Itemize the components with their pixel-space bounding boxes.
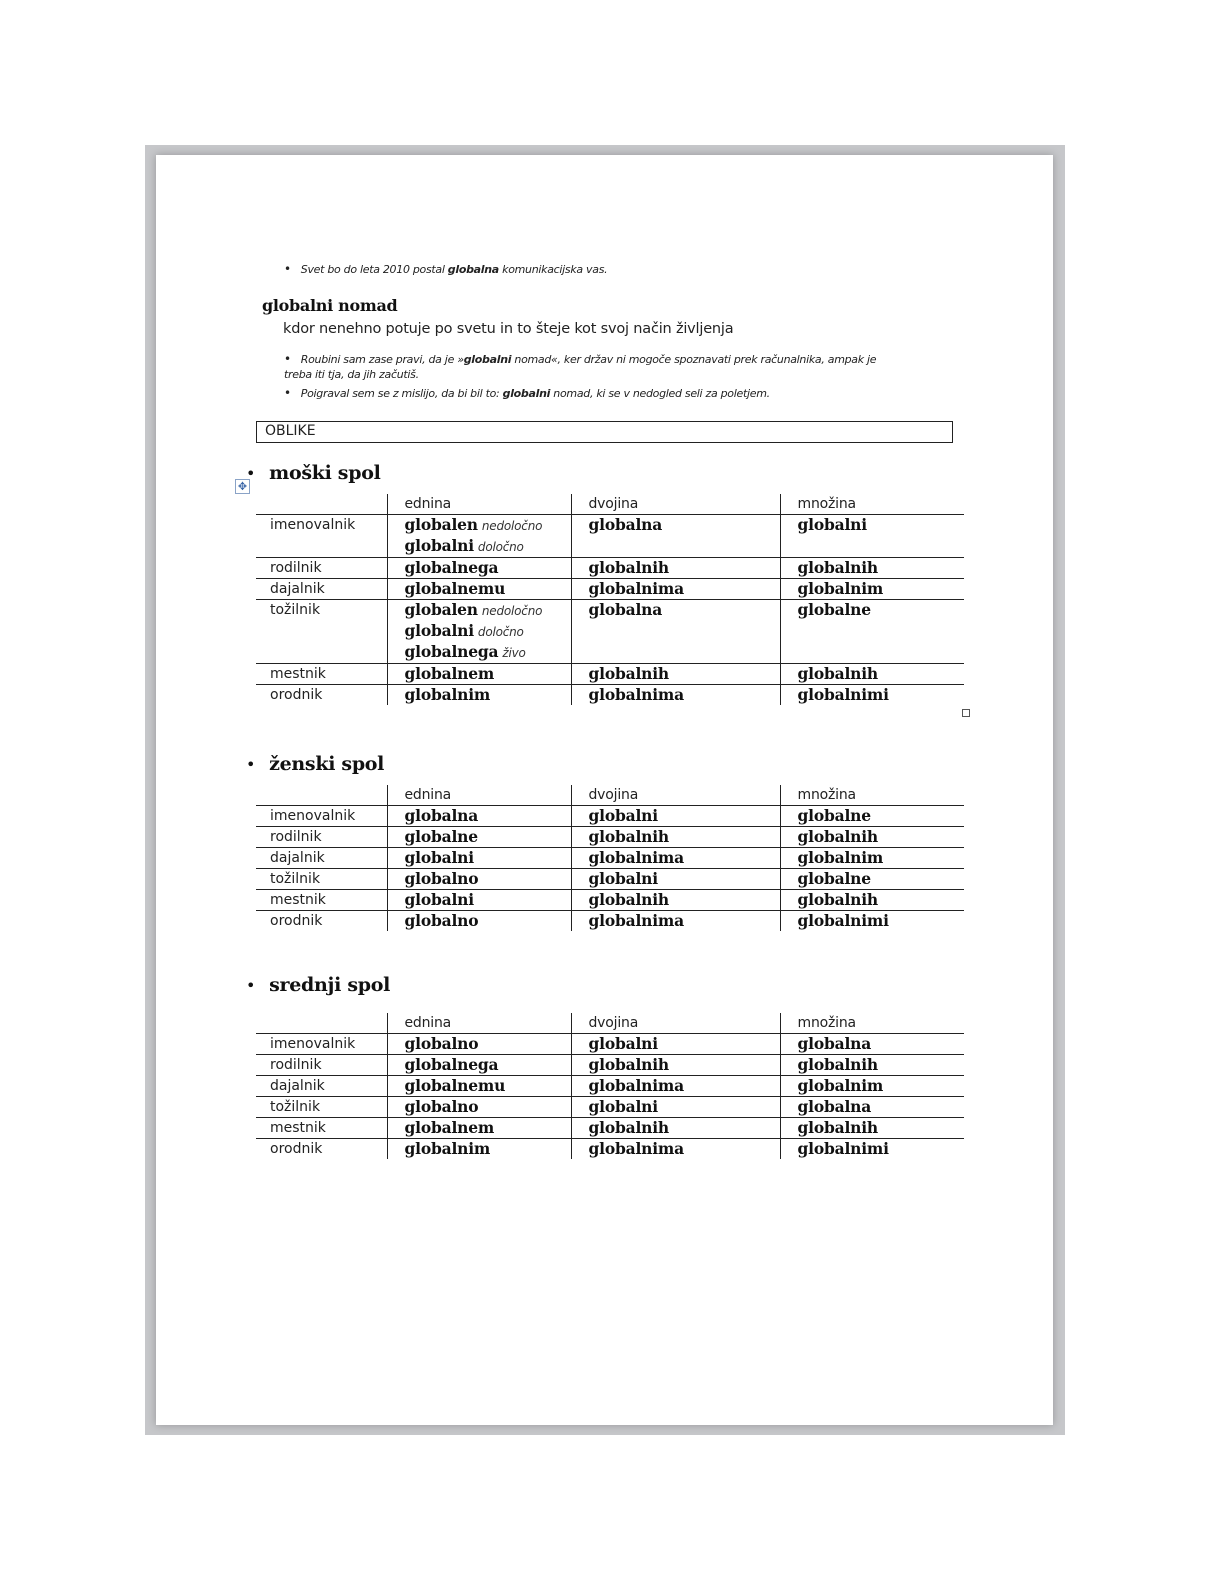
gender-heading bbox=[246, 753, 384, 775]
word-form: globalnih bbox=[797, 664, 878, 683]
form-cell bbox=[571, 579, 780, 600]
case-label: rodilnik bbox=[256, 558, 387, 579]
word-form: globalni bbox=[404, 848, 474, 867]
form-line bbox=[405, 664, 571, 684]
form-line bbox=[589, 848, 780, 868]
example-keyword: globalna bbox=[447, 263, 499, 276]
form-line bbox=[589, 1076, 780, 1096]
form-cell bbox=[571, 1139, 780, 1160]
bullet-icon: • bbox=[246, 464, 256, 483]
table-row bbox=[256, 558, 964, 579]
table-corner bbox=[256, 494, 387, 515]
case-label: tožilnik bbox=[256, 1097, 387, 1118]
form-cell bbox=[780, 579, 964, 600]
form-line bbox=[798, 685, 965, 705]
entry-headword: globalni nomad bbox=[262, 296, 398, 315]
form-cell bbox=[387, 664, 571, 685]
form-cell bbox=[780, 558, 964, 579]
table-row bbox=[256, 827, 964, 848]
form-cell bbox=[387, 579, 571, 600]
word-form: globalno bbox=[404, 869, 479, 888]
case-label: tožilnik bbox=[256, 869, 387, 890]
column-header: množina bbox=[780, 494, 964, 515]
word-form: globalni bbox=[588, 806, 658, 825]
form-cell bbox=[387, 558, 571, 579]
form-line bbox=[798, 890, 965, 910]
table-row bbox=[256, 600, 964, 664]
form-line bbox=[589, 600, 780, 620]
word-form: globalna bbox=[404, 806, 479, 825]
form-cell bbox=[780, 1139, 964, 1160]
case-label: orodnik bbox=[270, 913, 323, 929]
example-keyword: globalni bbox=[502, 387, 551, 400]
form-line bbox=[589, 685, 780, 705]
form-line bbox=[798, 579, 965, 599]
table-row bbox=[256, 1118, 964, 1139]
form-line bbox=[798, 806, 965, 826]
word-form: globalne bbox=[404, 827, 478, 846]
table-row bbox=[256, 1097, 964, 1118]
form-cell bbox=[780, 1097, 964, 1118]
word-form: globalnemu bbox=[404, 579, 506, 598]
word-form: globalni bbox=[588, 869, 658, 888]
form-line bbox=[798, 600, 965, 620]
form-line bbox=[589, 806, 780, 826]
declension-table-neuter bbox=[256, 1013, 964, 1159]
form-cell bbox=[571, 515, 780, 558]
word-form: globalnih bbox=[588, 558, 669, 577]
form-cell bbox=[780, 869, 964, 890]
form-cell bbox=[780, 827, 964, 848]
word-form: globalni bbox=[797, 515, 867, 534]
form-cell bbox=[571, 848, 780, 869]
form-line bbox=[798, 1139, 965, 1159]
form-cell bbox=[780, 911, 964, 932]
form-line bbox=[798, 869, 965, 889]
table-row bbox=[256, 869, 964, 890]
case-label: dajalnik bbox=[256, 579, 387, 600]
form-line bbox=[798, 1034, 965, 1054]
gender-title: moški spol bbox=[269, 462, 381, 484]
example-text: Roubini sam zase pravi, da je » bbox=[300, 353, 464, 366]
form-cell bbox=[387, 515, 571, 558]
bullet-icon: • bbox=[246, 976, 256, 995]
table-row bbox=[256, 515, 964, 558]
word-form: globalni bbox=[404, 890, 474, 909]
word-form: globalne bbox=[797, 869, 871, 888]
form-line bbox=[405, 890, 571, 910]
form-cell bbox=[780, 1076, 964, 1097]
forms-section-label: OBLIKE bbox=[256, 421, 953, 443]
form-line bbox=[405, 848, 571, 868]
word-form: globalnih bbox=[588, 1118, 669, 1137]
word-form: globalnih bbox=[588, 827, 669, 846]
form-cell bbox=[780, 664, 964, 685]
case-label: rodilnik bbox=[256, 827, 387, 848]
word-form: globalnimi bbox=[797, 911, 889, 930]
form-line bbox=[589, 579, 780, 599]
form-line bbox=[405, 1139, 571, 1159]
form-line bbox=[798, 1097, 965, 1117]
case-label: orodnik bbox=[270, 1141, 323, 1157]
form-qualifier: živo bbox=[502, 646, 526, 660]
form-line bbox=[589, 558, 780, 578]
form-line bbox=[798, 848, 965, 868]
gender-heading bbox=[246, 974, 390, 996]
bullet-icon: • bbox=[246, 755, 256, 774]
form-line bbox=[405, 869, 571, 889]
word-form: globalni bbox=[404, 621, 474, 640]
form-cell bbox=[780, 806, 964, 827]
form-qualifier: nedoločno bbox=[481, 519, 543, 533]
table-corner bbox=[256, 785, 387, 806]
form-cell bbox=[571, 558, 780, 579]
form-cell bbox=[387, 911, 571, 932]
word-form: globalna bbox=[797, 1034, 872, 1053]
column-header: ednina bbox=[387, 494, 571, 515]
form-cell bbox=[387, 685, 571, 706]
example-text: Poigraval sem se z mislijo, da bi bil to: bbox=[300, 387, 503, 400]
word-form: globalnih bbox=[588, 664, 669, 683]
word-form: globalnim bbox=[797, 579, 884, 598]
form-line bbox=[798, 827, 965, 847]
example-sentence bbox=[284, 262, 607, 276]
form-line bbox=[589, 1055, 780, 1075]
example-text: nomad, ki se v nedogled seli za poletjem. bbox=[550, 387, 770, 400]
form-line bbox=[589, 1118, 780, 1138]
form-line bbox=[405, 600, 571, 621]
form-line bbox=[405, 1034, 571, 1054]
word-form: globalnega bbox=[404, 558, 499, 577]
form-cell bbox=[780, 1034, 964, 1055]
form-line bbox=[589, 827, 780, 847]
case-label: dajalnik bbox=[256, 1076, 387, 1097]
case-label: mestnik bbox=[256, 664, 387, 685]
word-form: globalnima bbox=[588, 848, 684, 867]
form-line bbox=[405, 536, 571, 557]
form-line bbox=[798, 1055, 965, 1075]
form-line bbox=[798, 1076, 965, 1096]
form-cell bbox=[780, 515, 964, 558]
form-line bbox=[589, 1139, 780, 1159]
word-form: globalni bbox=[588, 1097, 658, 1116]
form-cell bbox=[387, 869, 571, 890]
word-form: globalnega bbox=[404, 1055, 499, 1074]
word-form: globalni bbox=[588, 1034, 658, 1053]
table-row bbox=[256, 579, 964, 600]
table-resize-handle[interactable] bbox=[962, 709, 970, 717]
word-form: globalen bbox=[404, 515, 478, 534]
word-form: globalnih bbox=[797, 890, 878, 909]
form-cell bbox=[780, 1118, 964, 1139]
form-line bbox=[405, 642, 571, 663]
form-cell bbox=[387, 890, 571, 911]
case-label: dajalnik bbox=[256, 848, 387, 869]
word-form: globalnih bbox=[797, 558, 878, 577]
form-line bbox=[589, 664, 780, 684]
form-line bbox=[405, 685, 571, 705]
form-cell bbox=[780, 685, 964, 706]
form-line bbox=[405, 579, 571, 599]
word-form: globalnim bbox=[797, 848, 884, 867]
form-line bbox=[405, 806, 571, 826]
form-cell bbox=[780, 1055, 964, 1076]
form-cell bbox=[387, 600, 571, 664]
form-line bbox=[405, 558, 571, 578]
word-form: globalnem bbox=[404, 664, 495, 683]
form-line bbox=[405, 1076, 571, 1096]
word-form: globalna bbox=[588, 515, 663, 534]
table-row bbox=[256, 1076, 964, 1097]
form-line bbox=[589, 1097, 780, 1117]
form-cell bbox=[571, 1055, 780, 1076]
word-form: globalnih bbox=[797, 1118, 878, 1137]
word-form: globalnih bbox=[588, 1055, 669, 1074]
case-label: imenovalnik bbox=[256, 1034, 387, 1055]
form-line bbox=[589, 869, 780, 889]
form-cell bbox=[571, 1076, 780, 1097]
form-line bbox=[405, 1055, 571, 1075]
form-cell bbox=[571, 664, 780, 685]
column-header: dvojina bbox=[571, 1013, 780, 1034]
table-row bbox=[256, 1034, 964, 1055]
example-text: komunikacijska vas. bbox=[498, 263, 608, 276]
word-form: globalnimi bbox=[797, 1139, 889, 1158]
form-line bbox=[405, 911, 571, 931]
word-form: globalna bbox=[797, 1097, 872, 1116]
form-line bbox=[589, 911, 780, 931]
example-text: nomad«, ker držav ni mogoče spoznavati prek računalnika, ampak je bbox=[511, 353, 877, 366]
word-form: globalnima bbox=[588, 1139, 684, 1158]
bullet-icon: • bbox=[284, 386, 291, 400]
case-label: mestnik bbox=[256, 890, 387, 911]
word-form: globalnima bbox=[588, 911, 684, 930]
word-form: globalnih bbox=[797, 827, 878, 846]
form-cell bbox=[387, 1034, 571, 1055]
table-move-handle-icon[interactable]: ✥ bbox=[235, 479, 250, 494]
example-text: Svet bo do leta 2010 postal bbox=[300, 263, 448, 276]
form-line bbox=[798, 558, 965, 578]
word-form: globalne bbox=[797, 806, 871, 825]
column-header: dvojina bbox=[571, 494, 780, 515]
form-cell bbox=[387, 1097, 571, 1118]
form-line bbox=[405, 621, 571, 642]
table-row bbox=[256, 1055, 964, 1076]
table-row bbox=[256, 848, 964, 869]
form-line bbox=[405, 1097, 571, 1117]
form-cell bbox=[387, 827, 571, 848]
word-form: globalnemu bbox=[404, 1076, 506, 1095]
form-qualifier: nedoločno bbox=[481, 604, 543, 618]
word-form: globalnem bbox=[404, 1118, 495, 1137]
table-row bbox=[256, 806, 964, 827]
form-qualifier: določno bbox=[477, 625, 524, 639]
form-cell bbox=[571, 600, 780, 664]
word-form: globalnima bbox=[588, 1076, 684, 1095]
case-label: tožilnik bbox=[256, 600, 387, 664]
word-form: globalnima bbox=[588, 685, 684, 704]
word-form: globalna bbox=[588, 600, 663, 619]
form-line bbox=[798, 515, 965, 535]
case-label: orodnik bbox=[270, 687, 323, 703]
gender-title: ženski spol bbox=[269, 753, 385, 775]
form-cell bbox=[571, 827, 780, 848]
table-row bbox=[256, 685, 964, 706]
form-line bbox=[405, 1118, 571, 1138]
form-cell bbox=[571, 1097, 780, 1118]
form-cell bbox=[387, 1055, 571, 1076]
form-cell bbox=[571, 1118, 780, 1139]
word-form: globalnih bbox=[588, 890, 669, 909]
form-line bbox=[589, 1034, 780, 1054]
word-form: globalnimi bbox=[797, 685, 889, 704]
form-cell bbox=[571, 685, 780, 706]
table-row bbox=[256, 664, 964, 685]
word-form: globalno bbox=[404, 1097, 479, 1116]
column-header: množina bbox=[780, 1013, 964, 1034]
example-sentence bbox=[284, 386, 770, 400]
word-form: globalnim bbox=[404, 685, 491, 704]
case-label: imenovalnik bbox=[256, 806, 387, 827]
form-cell bbox=[387, 1139, 571, 1160]
table-row bbox=[256, 1139, 964, 1160]
bullet-icon: • bbox=[284, 352, 291, 366]
column-header: dvojina bbox=[571, 785, 780, 806]
column-header: ednina bbox=[387, 1013, 571, 1034]
word-form: globalni bbox=[404, 536, 474, 555]
declension-table-feminine bbox=[256, 785, 964, 931]
declension-table-masculine bbox=[256, 494, 964, 705]
form-line bbox=[798, 664, 965, 684]
form-cell bbox=[571, 806, 780, 827]
form-line bbox=[798, 911, 965, 931]
column-header: množina bbox=[780, 785, 964, 806]
form-line bbox=[589, 515, 780, 535]
case-label: rodilnik bbox=[256, 1055, 387, 1076]
example-keyword: globalni bbox=[463, 353, 512, 366]
form-line bbox=[798, 1118, 965, 1138]
form-cell bbox=[387, 1118, 571, 1139]
form-qualifier: določno bbox=[477, 540, 524, 554]
column-header: ednina bbox=[387, 785, 571, 806]
form-line bbox=[405, 515, 571, 536]
form-cell bbox=[571, 890, 780, 911]
form-cell bbox=[780, 600, 964, 664]
gender-title: srednji spol bbox=[269, 974, 391, 996]
form-cell bbox=[780, 890, 964, 911]
table-corner bbox=[256, 1013, 387, 1034]
entry-definition: kdor nenehno potuje po svetu in to šteje kot svoj način življenja bbox=[283, 321, 734, 337]
word-form: globalne bbox=[797, 600, 871, 619]
form-cell bbox=[387, 806, 571, 827]
case-label: mestnik bbox=[256, 1118, 387, 1139]
word-form: globalno bbox=[404, 911, 479, 930]
case-label: imenovalnik bbox=[256, 515, 387, 558]
word-form: globalen bbox=[404, 600, 478, 619]
bullet-icon: • bbox=[284, 262, 291, 276]
example-sentence bbox=[284, 352, 944, 382]
word-form: globalnih bbox=[797, 1055, 878, 1074]
form-cell bbox=[571, 911, 780, 932]
form-line bbox=[405, 827, 571, 847]
table-row bbox=[256, 890, 964, 911]
form-cell bbox=[571, 1034, 780, 1055]
example-text: treba iti tja, da jih začutiš. bbox=[284, 368, 419, 381]
form-line bbox=[589, 890, 780, 910]
word-form: globalnima bbox=[588, 579, 684, 598]
form-cell bbox=[780, 848, 964, 869]
form-cell bbox=[387, 848, 571, 869]
word-form: globalnim bbox=[404, 1139, 491, 1158]
word-form: globalno bbox=[404, 1034, 479, 1053]
form-cell bbox=[571, 869, 780, 890]
word-form: globalnim bbox=[797, 1076, 884, 1095]
form-cell bbox=[387, 1076, 571, 1097]
word-form: globalnega bbox=[404, 642, 499, 661]
table-row bbox=[256, 911, 964, 932]
gender-heading bbox=[246, 462, 380, 484]
